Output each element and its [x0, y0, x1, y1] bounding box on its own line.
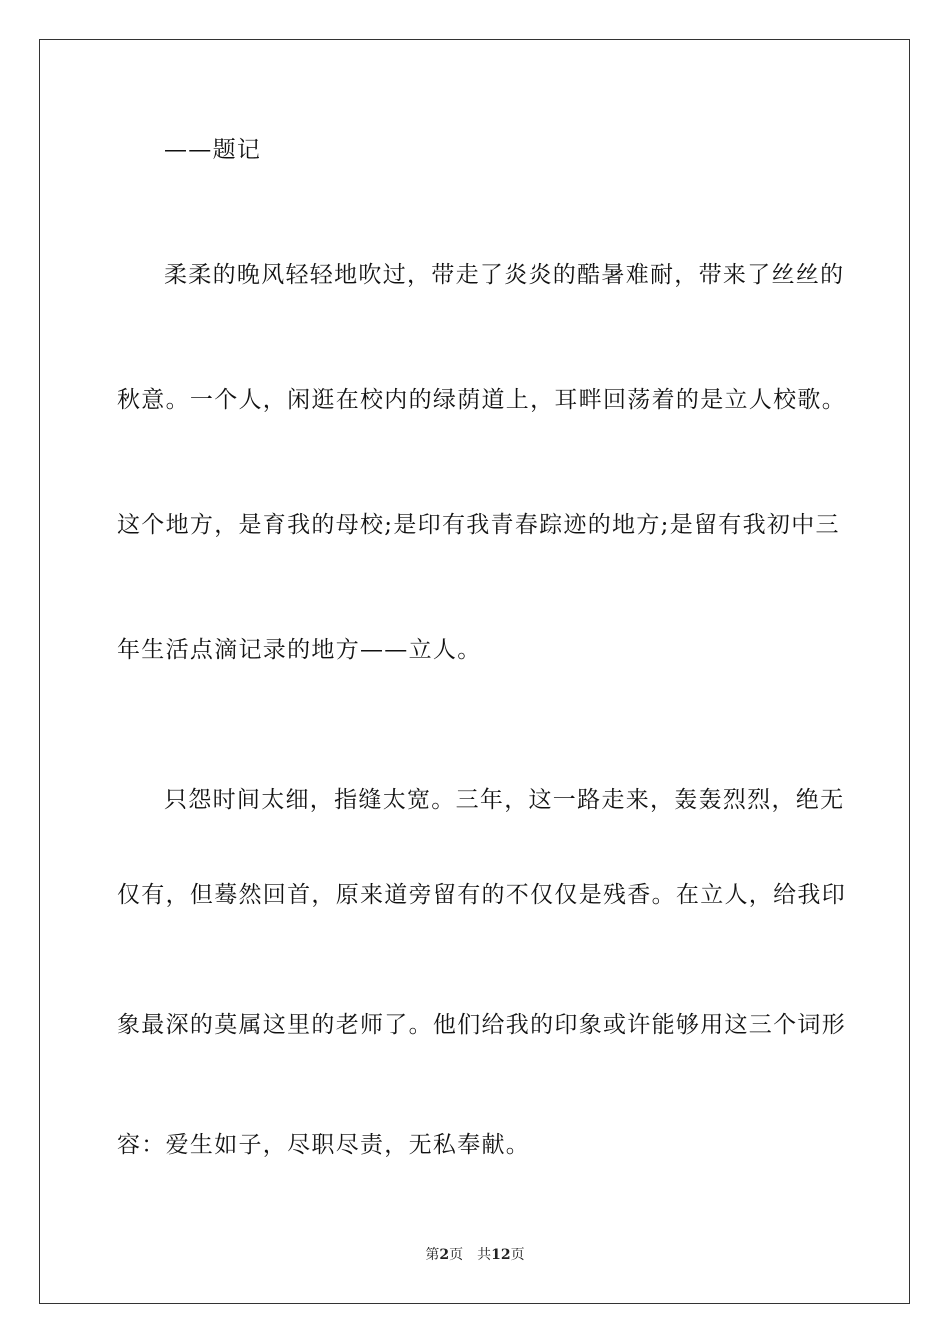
- total-suffix: 页: [510, 1247, 525, 1263]
- paragraph-1-line-3: 这个地方，是育我的母校;是印有我青春踪迹的地方;是留有我初中三: [117, 512, 840, 538]
- page-number: 2: [439, 1247, 450, 1263]
- paragraph-2-line-1: 只怨时间太细，指缝太宽。三年，这一路走来，轰轰烈烈，绝无: [164, 787, 845, 813]
- page-footer: [0, 1245, 950, 1265]
- page-suffix: 页: [449, 1247, 464, 1263]
- total-prefix: 共: [477, 1247, 492, 1263]
- total-pages: 12: [491, 1247, 511, 1263]
- paragraph-1-line-4: 年生活点滴记录的地方——立人。: [117, 637, 482, 663]
- page-border: [39, 39, 910, 1304]
- paragraph-2-line-3: 象最深的莫属这里的老师了。他们给我的印象或许能够用这三个词形: [117, 1012, 846, 1038]
- paragraph-2-line-2: 仅有，但蓦然回首，原来道旁留有的不仅仅是残香。在立人，给我印: [117, 882, 846, 908]
- paragraph-1-line-1: 柔柔的晚风轻轻地吹过，带走了炎炎的酷暑难耐，带来了丝丝的: [164, 262, 845, 288]
- epigraph-attribution: ——题记: [164, 137, 262, 163]
- page-prefix: 第: [425, 1247, 440, 1263]
- paragraph-2-line-4: 容：爱生如子，尽职尽责，无私奉献。: [117, 1132, 531, 1158]
- paragraph-1-line-2: 秋意。一个人，闲逛在校内的绿荫道上，耳畔回荡着的是立人校歌。: [117, 387, 846, 413]
